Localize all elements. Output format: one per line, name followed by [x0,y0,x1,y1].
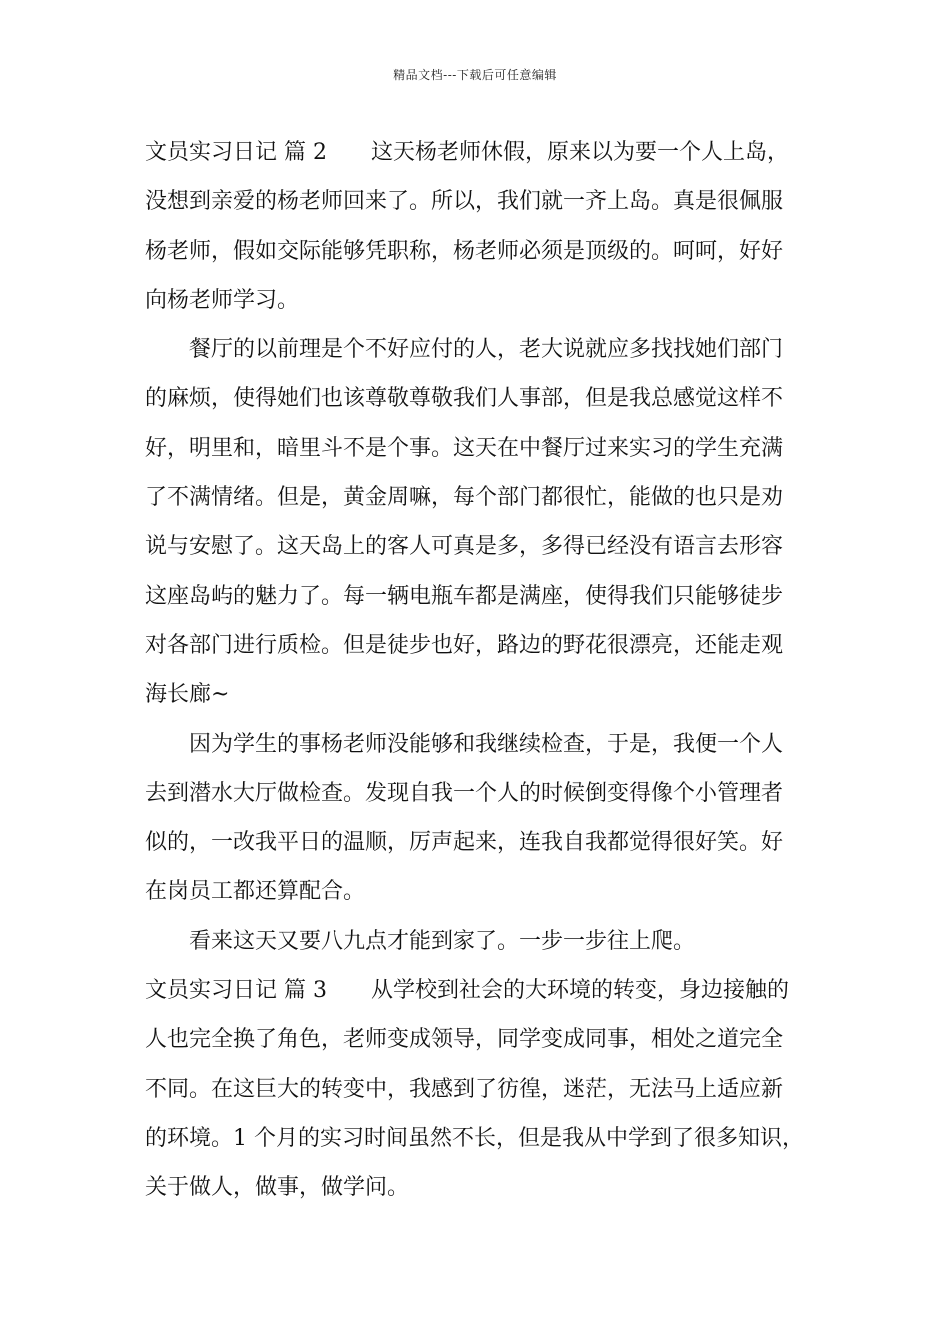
paragraph-line: 这座岛屿的魅力了。每一辆电瓶车都是满座，使得我们只能够徒步 [145,583,784,609]
section-title-line [145,966,815,1015]
paragraph-line: 在岗员工都还算配合。 [145,879,366,905]
paragraph-line: 去到潜水大厅做检查。发现自我一个人的时候倒变得像个小管理者 [145,780,784,806]
section-title: 文员实习日记 篇 2 [145,140,327,165]
paragraph-line: 从学校到社会的大环境的转变，身边接触的 [370,978,789,1004]
paragraph-line: 因为学生的事杨老师没能够和我继续检查，于是，我便一个人 [189,731,784,757]
paragraph-line: 杨老师，假如交际能够凭职称，杨老师必须是顶级的。呵呵，好好 [145,238,784,264]
page-header: 精品文档---下载后可任意编辑 [393,68,557,82]
paragraph-line: 关于做人，做事，做学问。 [145,1175,410,1201]
paragraph-line: 海长廊~ [145,682,230,708]
paragraph-line: 不同。在这巨大的转变中，我感到了彷徨，迷茫，无法马上适应新 [145,1076,784,1102]
section-title-line [145,128,815,177]
paragraph-line: 向杨老师学习。 [145,287,300,313]
document-body [145,128,815,1213]
paragraph-line: 的麻烦，使得她们也该尊敬尊敬我们人事部，但是我总感觉这样不 [145,386,784,412]
section-title: 文员实习日记 篇 3 [145,978,327,1004]
paragraph-line: 了不满情绪。但是，黄金周嘛，每个部门都很忙，能做的也只是劝 [145,485,784,511]
paragraph-line: 对各部门进行质检。但是徒步也好，路边的野花很漂亮，还能走观 [145,632,784,658]
paragraph-line: 好，明里和，暗里斗不是个事。这天在中餐厅过来实习的学生充满 [145,435,784,461]
paragraph-line: 人也完全换了角色，老师变成领导，同学变成同事，相处之道完全 [145,1027,784,1053]
paragraph-line: 这天杨老师休假，原来以为要一个人上岛， [370,140,789,165]
paragraph-line: 说与安慰了。这天岛上的客人可真是多，多得已经没有语言去形容 [145,534,784,560]
paragraph-line: 没想到亲爱的杨老师回来了。所以，我们就一齐上岛。真是很佩服 [145,189,784,215]
paragraph-line: 的环境。1 个月的实习时间虽然不长，但是我从中学到了很多知识， [145,1125,804,1151]
paragraph-line: 看来这天又要八九点才能到家了。一步一步往上爬。 [189,928,696,954]
paragraph-line: 餐厅的以前理是个不好应付的人，老大说就应多找找她们部门 [189,337,784,363]
paragraph-line: 似的，一改我平日的温顺，厉声起来，连我自我都觉得很好笑。好 [145,830,784,856]
